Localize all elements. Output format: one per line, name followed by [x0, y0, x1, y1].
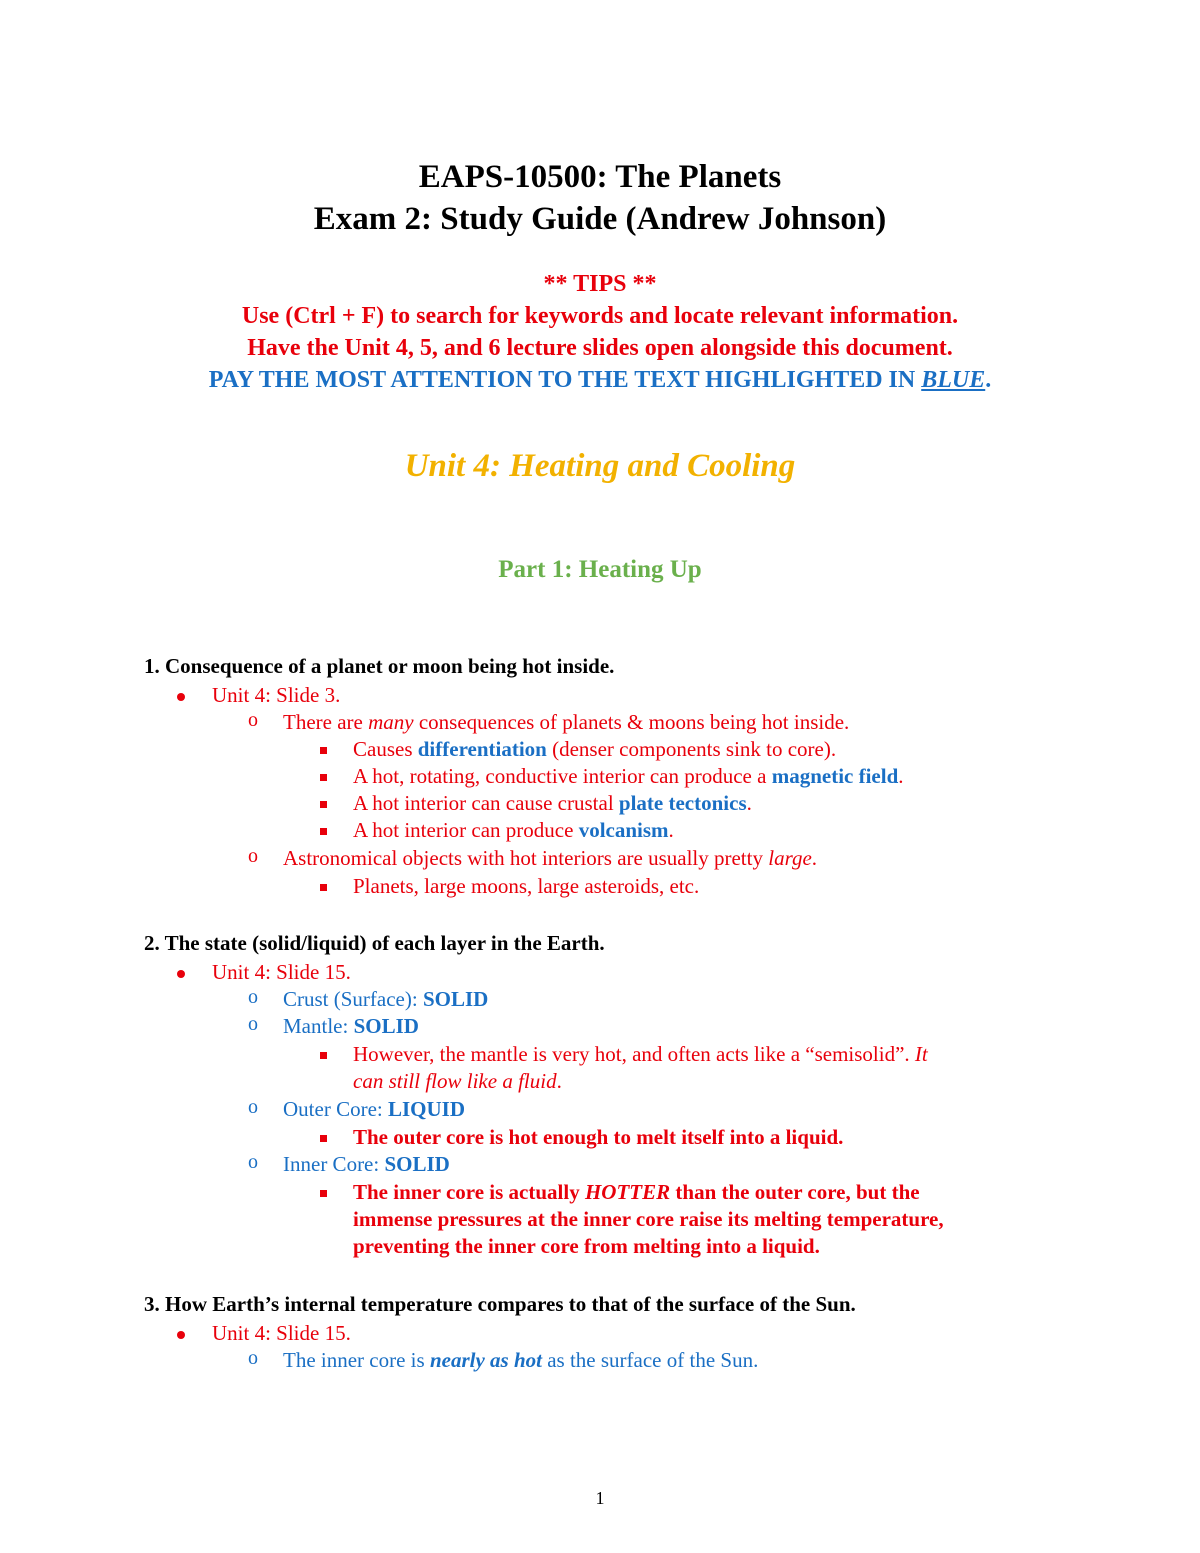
- q1-sub-1-a: There are: [283, 710, 369, 734]
- q1-point-1-b: differentiation: [417, 737, 547, 761]
- bullet-circle: o: [248, 1013, 258, 1035]
- tips-line-3-suffix: .: [985, 367, 992, 393]
- bullet-circle: o: [248, 1151, 258, 1173]
- q1-point-3-a: A hot interior can cause crustal: [353, 791, 619, 815]
- q2-outer-core: [283, 1096, 465, 1123]
- q1-point-4-c: .: [668, 818, 674, 842]
- q3-slide: Unit 4: Slide 15.: [212, 1321, 351, 1345]
- q2-mantle-note-b: It: [914, 1042, 928, 1066]
- q1-point-3-b: plate tectonics: [618, 791, 747, 815]
- tips-line-3-emph: BLUE: [921, 367, 986, 393]
- q2-outer-core-label: Outer Core:: [283, 1097, 388, 1121]
- q2-crust: [283, 986, 488, 1013]
- bullet-square: [320, 1052, 327, 1059]
- title-line-1: EAPS-10500: The Planets: [418, 159, 782, 195]
- q2-inner-note-c: than the outer core, but the: [670, 1180, 920, 1204]
- tips-line-1: Use (Ctrl + F) to search for keywords and locate relevant information.: [241, 303, 959, 329]
- bullet-disc: [177, 1331, 185, 1339]
- bullet-disc: [177, 693, 185, 701]
- q1-sub-1: [283, 709, 849, 736]
- q3-sub-c: as the surface of the Sun.: [541, 1348, 759, 1372]
- q2-slide: Unit 4: Slide 15.: [212, 960, 351, 984]
- q2-inner-core-label: Inner Core:: [283, 1152, 385, 1176]
- q1-sub-1-b: many: [368, 710, 414, 734]
- q3-sub-a: The inner core is: [283, 1348, 430, 1372]
- q1-point-1: [353, 736, 836, 763]
- q2-mantle-note-2: [353, 1068, 562, 1095]
- q1-point-4-a: A hot interior can produce: [353, 818, 579, 842]
- q1-point-1-a: Causes: [353, 737, 418, 761]
- q2-crust-label: Crust (Surface):: [283, 987, 423, 1011]
- q1-sub-2: [283, 845, 817, 872]
- q2-inner-note-a: The inner core is actually: [353, 1180, 585, 1204]
- q2-outer-core-note: The outer core is hot enough to melt itself into a liquid.: [353, 1125, 844, 1149]
- q2-inner-core-note-2: immense pressures at the inner core raise its melting temperature,: [353, 1207, 944, 1231]
- q2-outer-core-state: LIQUID: [387, 1097, 466, 1121]
- tips-heading: ** TIPS **: [543, 271, 657, 297]
- q3-sub-b: nearly as hot: [429, 1348, 542, 1372]
- q1-sub-2-b: large: [768, 846, 812, 870]
- q2-mantle: [283, 1013, 419, 1040]
- q1-point-4-b: volcanism: [578, 818, 669, 842]
- page-number: 1: [595, 1488, 605, 1508]
- question-2: 2. The state (solid/liquid) of each layer in the Earth.: [144, 931, 605, 955]
- bullet-square: [320, 774, 327, 781]
- q1-sub-2-a: Astronomical objects with hot interiors are usually pretty: [283, 846, 769, 870]
- bullet-square: [320, 884, 327, 891]
- bullet-square: [320, 1190, 327, 1197]
- q2-inner-core-note-3: preventing the inner core from melting into a liquid.: [353, 1234, 820, 1258]
- q1-slide: Unit 4: Slide 3.: [212, 683, 341, 707]
- q2-mantle-label: Mantle:: [283, 1014, 354, 1038]
- q1-point-4: [353, 817, 674, 844]
- q2-mantle-note-a: However, the mantle is very hot, and often acts like a “semisolid”.: [353, 1042, 915, 1066]
- q2-mantle-note-c: can still flow like a fluid: [353, 1069, 557, 1093]
- title-line-2: Exam 2: Study Guide (Andrew Johnson): [313, 201, 887, 237]
- q1-point-2: [353, 763, 904, 790]
- q2-inner-core-state: SOLID: [384, 1152, 450, 1176]
- q1-point-5: Planets, large moons, large asteroids, etc.: [353, 874, 700, 898]
- tips-block: [0, 268, 1200, 396]
- q1-point-2-a: A hot, rotating, conductive interior can produce a: [353, 764, 772, 788]
- bullet-circle: o: [248, 845, 258, 867]
- tips-line-3: [0, 364, 1200, 396]
- q3-sub: [283, 1347, 758, 1374]
- bullet-square: [320, 801, 327, 808]
- bullet-circle: o: [248, 986, 258, 1008]
- question-3: 3. How Earth’s internal temperature compares to that of the surface of the Sun.: [144, 1292, 856, 1316]
- q2-inner-core: [283, 1151, 450, 1178]
- q2-mantle-note-1: [353, 1041, 928, 1068]
- q1-point-3-c: .: [746, 791, 752, 815]
- tips-line-3-prefix: PAY THE MOST ATTENTION TO THE TEXT HIGHLIGHTED IN: [208, 367, 922, 393]
- bullet-circle: o: [248, 1347, 258, 1369]
- q2-inner-note-b: HOTTER: [584, 1180, 671, 1204]
- bullet-circle: o: [248, 1096, 258, 1118]
- tips-line-2: Have the Unit 4, 5, and 6 lecture slides open alongside this document.: [247, 335, 953, 361]
- bullet-square: [320, 747, 327, 754]
- q1-sub-2-c: .: [811, 846, 818, 870]
- q1-point-3: [353, 790, 752, 817]
- bullet-square: [320, 828, 327, 835]
- q1-sub-1-c: consequences of planets & moons being hot inside.: [413, 710, 850, 734]
- q2-mantle-note-d: .: [556, 1069, 562, 1093]
- part-heading: Part 1: Heating Up: [498, 556, 702, 583]
- q1-point-2-b: magnetic field: [771, 764, 899, 788]
- bullet-disc: [177, 970, 185, 978]
- q1-point-1-c: (denser components sink to core).: [546, 737, 837, 761]
- bullet-square: [320, 1135, 327, 1142]
- unit-heading: Unit 4: Heating and Cooling: [404, 448, 796, 484]
- q2-inner-core-note-1: [353, 1179, 920, 1206]
- q1-point-2-c: .: [898, 764, 904, 788]
- q2-mantle-state: SOLID: [353, 1014, 419, 1038]
- document-title: [0, 156, 1200, 240]
- q2-crust-state: SOLID: [422, 987, 489, 1011]
- question-1: 1. Consequence of a planet or moon being hot inside.: [144, 654, 615, 678]
- bullet-circle: o: [248, 709, 258, 731]
